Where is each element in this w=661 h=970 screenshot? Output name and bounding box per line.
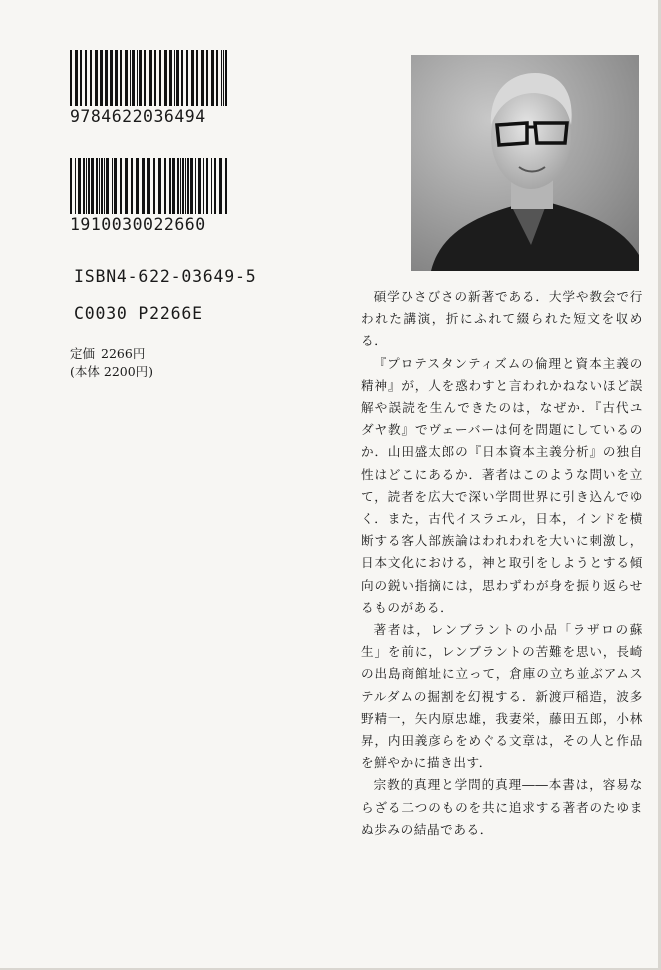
barcode-bar [147,158,150,214]
barcode-bar [214,158,216,214]
barcode-bar [75,50,78,106]
classification-code: C0030 P2266E [74,304,203,323]
author-portrait-image [411,55,639,271]
barcode-bar [101,158,103,214]
isbn-text: ISBN4-622-03649-5 [74,267,257,286]
barcode-bar [191,50,194,106]
base-price-row [70,363,153,381]
barcode-bar [114,158,117,214]
barcode-bar [206,50,208,106]
barcode-bar [182,158,184,214]
barcode-bar [186,50,188,106]
barcode-bar [206,158,208,214]
barcode-bar [172,158,175,214]
barcode-bar [86,158,87,214]
barcode-bar [223,50,224,106]
barcode-bar [99,158,100,214]
barcode-bar [88,158,90,214]
barcode-bar [225,50,227,106]
barcode-bar [100,50,103,106]
barcode-bar [180,158,181,214]
barcode-bar [120,50,122,106]
barcode-bar [203,158,204,214]
barcode-bar [190,158,193,214]
price-row [70,345,153,363]
barcode-bar [104,158,105,214]
barcode-bar [142,158,145,214]
isbn-barcode-block [70,50,240,126]
barcode-bar [158,158,161,214]
barcode-bar [149,50,152,106]
barcode-bar [70,50,72,106]
barcode-bar [159,50,161,106]
barcode-bar [216,50,218,106]
barcode-bar [169,158,171,214]
barcode-bar [85,50,87,106]
price-amount: 2266円 [101,346,146,361]
isbn-barcode-number: 9784622036494 [70,107,206,126]
barcode-bar [185,158,186,214]
barcode-bar [91,158,94,214]
barcode-bar [195,158,196,214]
blurb-paragraph: 宗教的真理と学問的真理――本書は，容易ならざる二つのものを共に追求する著者のたゆまぬ歩みの結晶である． [361,777,643,837]
barcode-bar [221,50,222,106]
barcode-bar [164,158,166,214]
barcode-bar [169,50,172,106]
barcode-bar [219,158,222,214]
barcode-bar [196,50,198,106]
barcode-bar [120,158,122,214]
barcode-bar [137,50,138,106]
barcode-bar [153,158,155,214]
price-block [70,345,153,381]
barcode-bar [181,50,183,106]
barcode-bar [115,50,118,106]
barcode-bar [225,158,227,214]
barcode-bar [164,50,167,106]
barcode-bar [70,158,72,214]
base-price-amount: 2200円) [103,364,154,379]
barcode-bar [106,158,109,214]
barcode-bar [110,50,113,106]
barcode-bar [144,50,146,106]
barcode-bar [90,50,92,106]
barcode-bar [105,50,108,106]
barcode-bar [95,50,98,106]
barcode-bar [130,50,131,106]
barcode-bar [112,158,113,214]
barcode-bar [198,158,201,214]
barcode-bar [154,50,156,106]
barcode-bar [139,50,142,106]
price-barcode-number: 1910030022660 [70,215,206,234]
barcode-bar [131,158,133,214]
blurb-paragraph: 碩学ひさびさの新著である．大学や教会で行われた講演，折にふれて綴られた短文を収める． [361,289,643,349]
barcode-bar [96,158,98,214]
barcode-bar [125,50,128,106]
blurb-paragraph: 『プロテスタンティズムの倫理と資本主義の精神』が，人を惑わすと言われかねないほど誤解や誤読を生んできたのは，なぜか．『古代ユダヤ教』でヴェーバーは何を問題にしているのか．山田盛太郎の『日本資本主義分析』の独自性はどこにあるか．著者はこのような問いを立て，読者を広大で深い学問世界に引き込んでゆく．また，古代イスラエル，日本，インドを横断する客人部族論はわれわれを大いに刺激し，日本文化における，神と取引をしようとする傾向の鋭い指摘には，思わずわが身を振り返らせるものがある． [361,355,643,615]
price-label: 定価 [70,346,96,361]
isbn-barcode [70,50,232,106]
barcode-bar [132,50,135,106]
barcode-bar [211,50,214,106]
barcode-bar [80,50,82,106]
blurb-paragraph: 著者は，レンブラントの小品「ラザロの蘇生」を前に，レンブラントの苦難を思い，長崎の出島商館址に立って，倉庫の立ち並ぶアムステルダムの掘割を幻視する．新渡戸稲造，波多野精一，矢内原忠雄，我妻栄，藤田五郎，小林昇，内田義彦らをめぐる文章は，その人と作品を鮮やかに描き出す． [361,622,643,771]
barcode-bar [78,158,81,214]
price-barcode [70,158,232,214]
base-price-label: (本体 [70,364,100,379]
barcode-bar [125,158,128,214]
barcode-bar [174,50,175,106]
price-barcode-block [70,158,240,234]
barcode-bar [201,50,204,106]
barcode-bar [176,50,179,106]
barcode-bar [177,158,179,214]
blurb-text [361,286,643,841]
barcode-bar [83,158,85,214]
author-photo [411,55,639,271]
barcode-bar [211,158,212,214]
barcode-bar [136,158,139,214]
barcode-bar [75,158,76,214]
barcode-bar [187,158,189,214]
